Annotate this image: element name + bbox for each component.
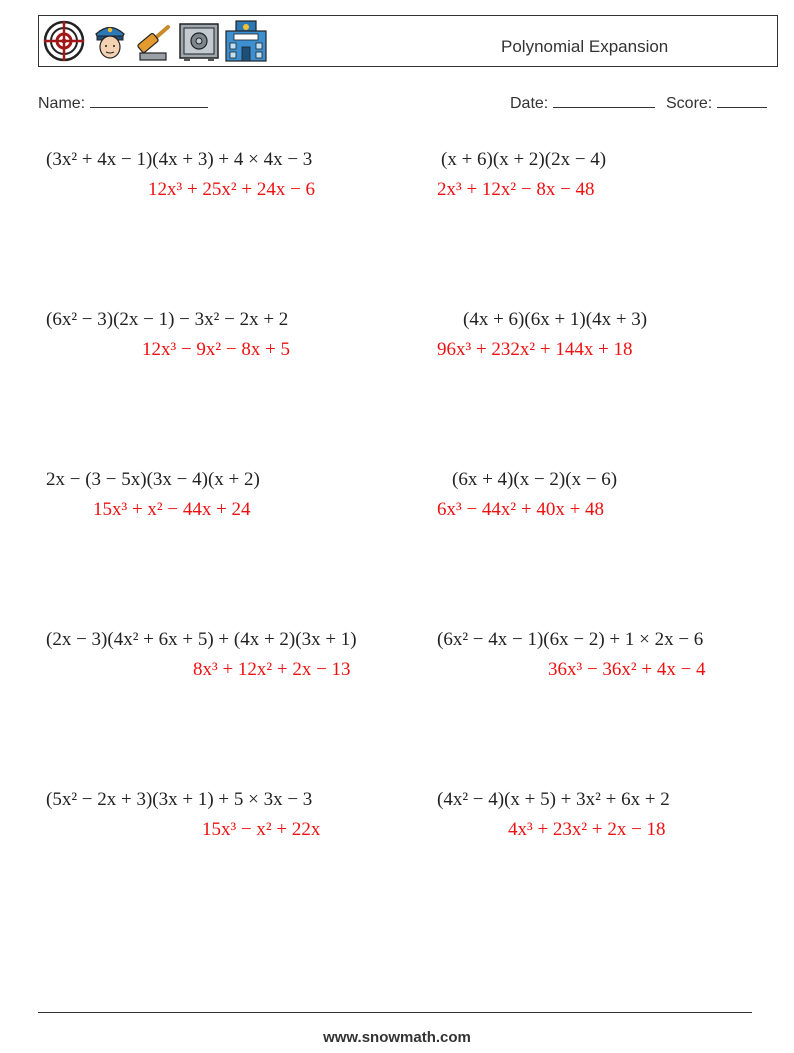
- problem-1: (3x² + 4x − 1)(4x + 3) + 4 × 4x − 3: [46, 149, 313, 170]
- footer-divider: [38, 1012, 752, 1013]
- score-blank[interactable]: [717, 93, 767, 108]
- answer-1: 12x³ + 25x² + 24x − 6: [148, 179, 316, 200]
- answer-6: 6x³ − 44x² + 40x + 48: [437, 499, 605, 520]
- name-field[interactable]: [38, 93, 208, 113]
- crosshair-icon: [42, 19, 86, 63]
- police-station-icon: [224, 19, 268, 63]
- problem-10: (4x² − 4)(x + 5) + 3x² + 6x + 2: [437, 789, 670, 810]
- problem-3: (6x² − 3)(2x − 1) − 3x² − 2x + 2: [46, 309, 289, 330]
- safe-icon: [178, 19, 220, 63]
- police-officer-icon: [90, 19, 130, 63]
- footer-website[interactable]: www.snowmath.com: [323, 1029, 471, 1046]
- problem-4: (4x + 6)(6x + 1)(4x + 3): [463, 309, 648, 330]
- answer-8: 36x³ − 36x² + 4x − 4: [548, 659, 706, 680]
- header-icons: [42, 19, 268, 63]
- answer-3: 12x³ − 9x² − 8x + 5: [142, 339, 291, 360]
- judge-gavel-icon: [134, 19, 174, 63]
- worksheet-header: [38, 15, 778, 67]
- name-label: Name:: [38, 95, 86, 112]
- date-label: Date:: [510, 95, 549, 112]
- answer-4: 96x³ + 232x² + 144x + 18: [437, 339, 633, 360]
- problem-2: (x + 6)(x + 2)(2x − 4): [441, 149, 607, 170]
- answer-9: 15x³ − x² + 22x: [202, 819, 321, 840]
- date-field[interactable]: [510, 93, 655, 113]
- answer-10: 4x³ + 23x² + 2x − 18: [508, 819, 666, 840]
- answer-5: 15x³ + x² − 44x + 24: [93, 499, 251, 520]
- problem-5: 2x − (3 − 5x)(3x − 4)(x + 2): [46, 469, 260, 490]
- problem-8: (6x² − 4x − 1)(6x − 2) + 1 × 2x − 6: [437, 629, 704, 650]
- answer-2: 2x³ + 12x² − 8x − 48: [437, 179, 595, 200]
- score-label: Score:: [666, 95, 713, 112]
- problem-6: (6x + 4)(x − 2)(x − 6): [452, 469, 618, 490]
- problem-9: (5x² − 2x + 3)(3x + 1) + 5 × 3x − 3: [46, 789, 313, 810]
- score-field[interactable]: [666, 93, 767, 113]
- problem-7: (2x − 3)(4x² + 6x + 5) + (4x + 2)(3x + 1): [46, 629, 357, 650]
- date-blank[interactable]: [553, 93, 655, 108]
- name-blank[interactable]: [90, 93, 208, 108]
- worksheet-title: Polynomial Expansion: [501, 37, 669, 56]
- answer-7: 8x³ + 12x² + 2x − 13: [193, 659, 351, 680]
